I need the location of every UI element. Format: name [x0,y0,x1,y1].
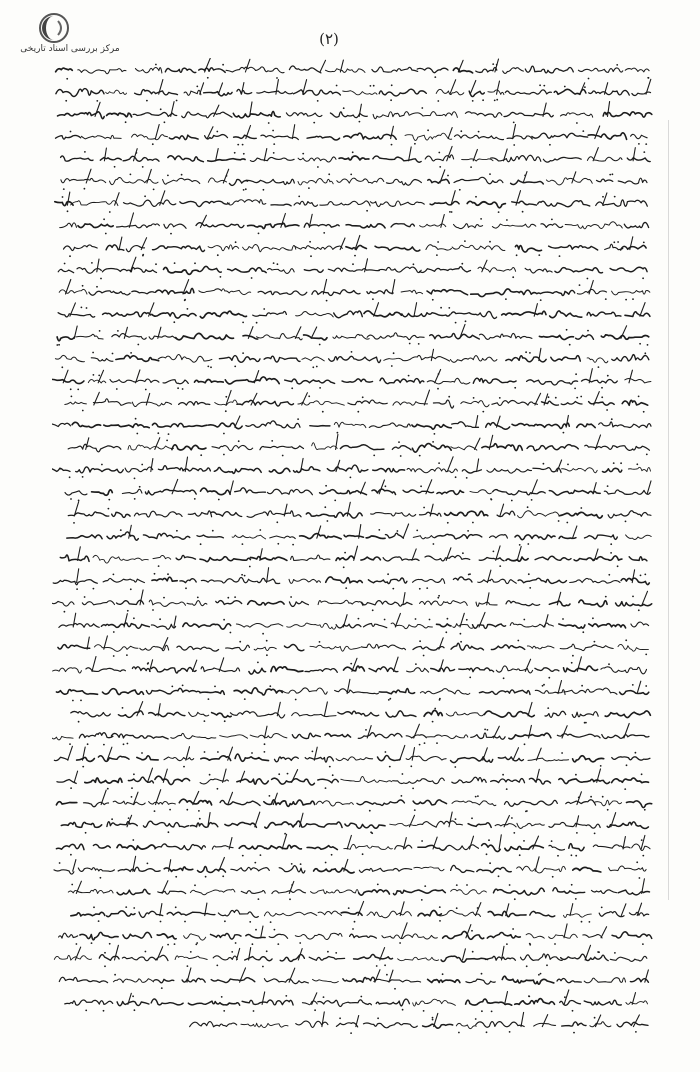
margin-rule [668,120,669,900]
manuscript-line [59,923,652,946]
manuscript-line [61,169,647,191]
manuscript-line [68,434,649,457]
manuscript-line [71,702,651,724]
manuscript-line [61,812,648,835]
manuscript-line [60,546,647,568]
archive-logo [10,10,130,58]
manuscript-line [57,768,649,790]
manuscript-line [52,724,649,746]
manuscript-line [58,303,650,324]
manuscript-line [68,879,649,901]
manuscript-line [53,568,649,590]
manuscript-line [58,257,647,279]
manuscript-line [58,102,652,124]
manuscript-line [52,369,651,391]
manuscript-line [54,945,647,967]
manuscript-line [53,657,647,680]
manuscript-line [68,502,651,524]
manuscript-line [56,79,651,102]
manuscript-line [56,834,650,856]
manuscript-line [59,968,648,990]
manuscript-line [56,679,648,701]
manuscript-line [67,524,651,546]
manuscript-line [71,901,649,923]
page-number: (۲) [319,30,339,48]
manuscript-line [65,390,648,413]
manuscript-line [54,856,646,879]
manuscript-line [65,990,648,1012]
manuscript-line [52,415,651,435]
manuscript-line [55,348,648,368]
manuscript-line [58,636,649,657]
manuscript-line [52,590,652,613]
manuscript-line [55,191,648,213]
manuscript-line [52,457,651,480]
manuscript-line [61,146,651,168]
manuscript-line [54,745,650,767]
manuscript-line [59,279,650,301]
manuscript-line [56,324,648,346]
manuscript-line [64,235,647,257]
manuscript-line [56,58,650,80]
manuscript-line [190,1012,648,1034]
manuscript-line [56,790,651,813]
manuscript-line [59,612,649,634]
manuscript-line [60,213,649,235]
archive-seal-icon [38,12,70,44]
manuscript-line [56,125,648,146]
manuscript-line [65,479,651,501]
handwritten-manuscript-body [52,58,656,1058]
archive-logo-text: مرکز بررسی اسناد تاریخی [20,44,120,54]
